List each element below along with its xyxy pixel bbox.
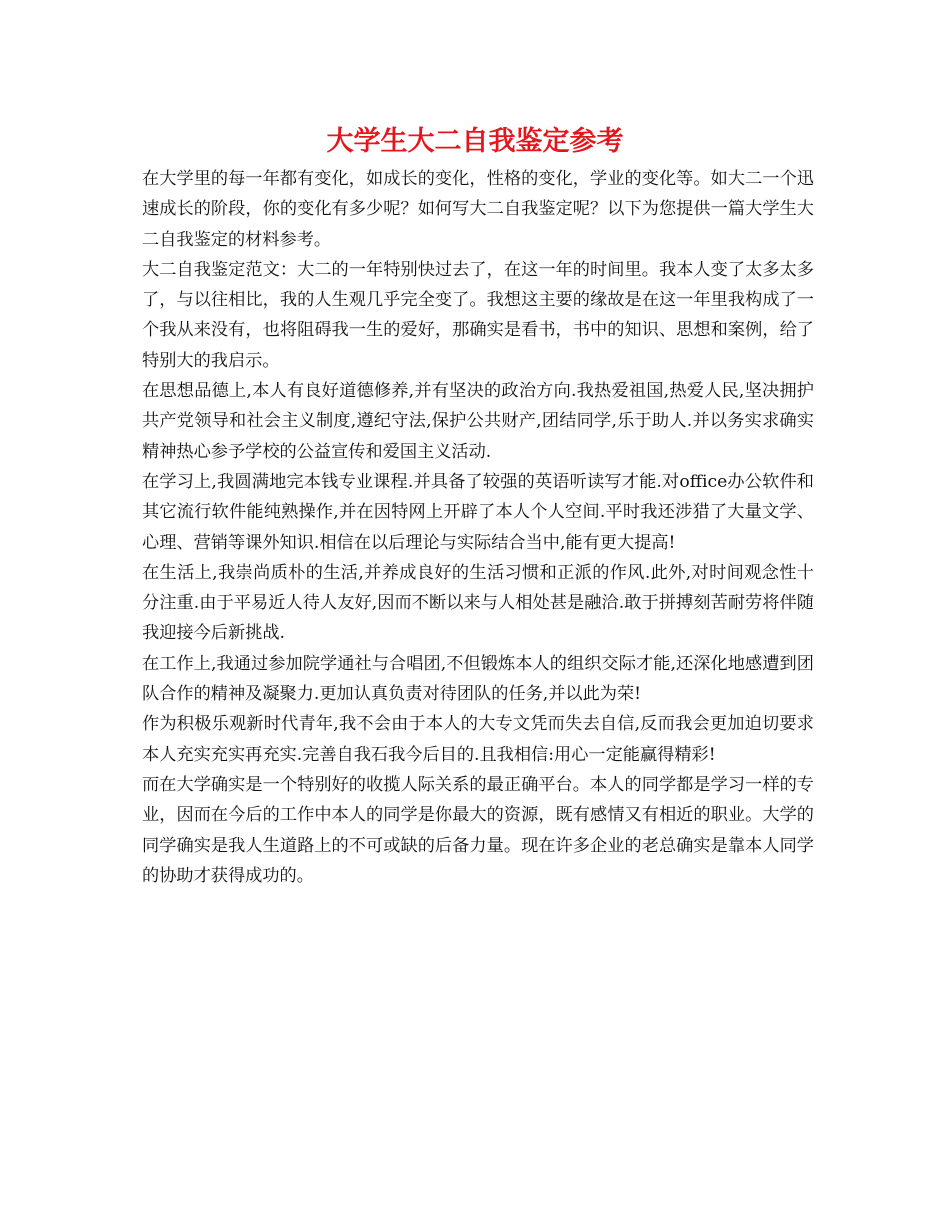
paragraph-work: 在工作上,我通过参加院学通社与合唱团,不但锻炼本人的组织交际才能,还深化地感遭到团队合作的精神及凝聚力.更加认真负责对待团队的任务,并以此为荣!: [142, 653, 814, 705]
paragraph-study: 在学习上,我圆满地完本钱专业课程.并具备了较强的英语听读写才能.对office办公软件和其它流行软件能纯熟操作,并在因特网上开辟了本人个人空间.平时我还涉猎了大量文学、心理、营销等课外知识.相信在以后理论与实际结合当中,能有更大提高!: [142, 471, 814, 553]
document-title: 大学生大二自我鉴定参考: [326, 126, 624, 157]
paragraph-attitude: 作为积极乐观新时代青年,我不会由于本人的大专文凭而失去自信,反而我会更加迫切要求本人充实充实再充实.完善自我石我今后目的.且我相信:用心一定能赢得精彩!: [142, 714, 814, 765]
paragraph-classmates: 而在大学确实是一个特别好的收揽人际关系的最正确平台。本人的同学都是学习一样的专业，因而在今后的工作中本人的同学是你最大的资源，既有感情又有相近的职业。大学的同学确实是我人生道路上的不可或缺的后备力量。现在许多企业的老总确实是靠本人同学的协助才获得成功的。: [142, 774, 814, 886]
paragraph-morality: 在思想品德上,本人有良好道德修养,并有坚决的政治方向.我热爱祖国,热爱人民,坚决拥护共产党领导和社会主义制度,遵纪守法,保护公共财产,团结同学,乐于助人.并以务实求确实精神热心参予学校的公益宣传和爱国主义活动.: [142, 381, 814, 462]
document-body: [142, 164, 814, 891]
paragraph-intro: 在大学里的每一年都有变化，如成长的变化，性格的变化，学业的变化等。如大二一个迅速成长的阶段，你的变化有多少呢？如何写大二自我鉴定呢？以下为您提供一篇大学生大二自我鉴定的材料参考。: [142, 169, 814, 250]
paragraph-sample-essay: 大二自我鉴定范文：大二的一年特别快过去了，在这一年的时间里。我本人变了太多太多了，与以往相比，我的人生观几乎完全变了。我想这主要的缘故是在这一年里我构成了一个我从来没有，也将阻碍我一生的爱好，那确实是看书，书中的知识、思想和案例，给了特别大的我启示。: [142, 259, 814, 371]
paragraph-life: 在生活上,我崇尚质朴的生活,并养成良好的生活习惯和正派的作风.此外,对时间观念性十分注重.由于平易近人待人友好,因而不断以来与人相处甚是融洽.敢于拼搏刻苦耐劳将伴随我迎接今后新挑战.: [142, 562, 814, 644]
